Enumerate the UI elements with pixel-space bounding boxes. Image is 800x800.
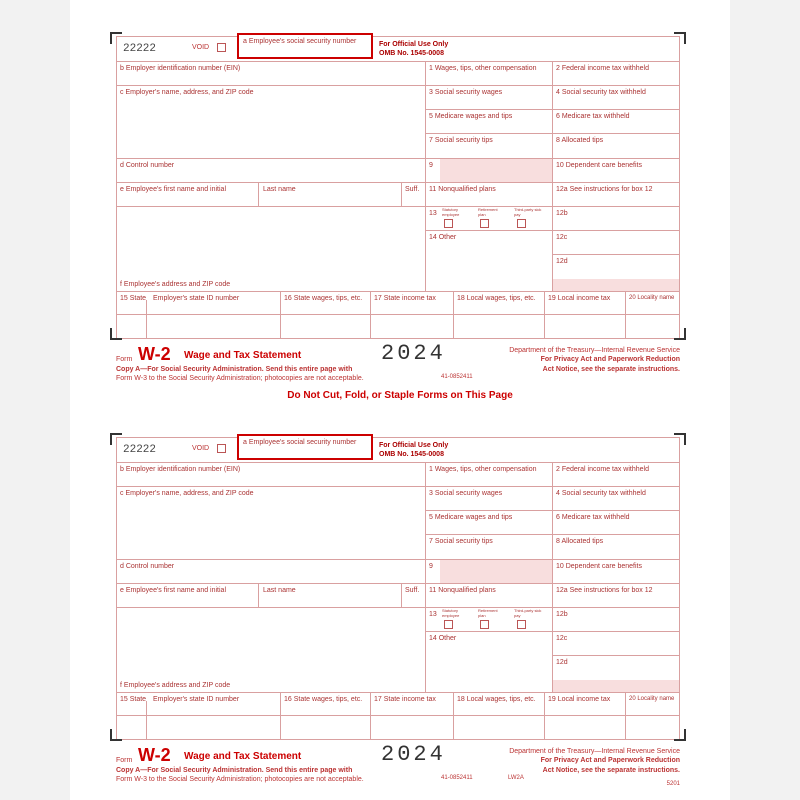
box-c-employer[interactable]: c Employer's name, address, and ZIP code <box>116 486 426 560</box>
box-b-ein[interactable]: b Employer identification number (EIN) <box>116 61 426 86</box>
registration-mark <box>674 729 686 741</box>
box-e-f-employee[interactable]: e Employee's first name and initial Last name Suff. f Employee's address and ZIP code <box>116 182 426 292</box>
box-17[interactable]: 17 State income tax <box>370 291 454 339</box>
ssn-field[interactable] <box>237 434 373 460</box>
ssn-field[interactable] <box>237 33 373 59</box>
registration-mark <box>674 433 686 445</box>
box-8[interactable]: 8 Allocated tips <box>552 534 680 560</box>
box-14[interactable]: 14 Other <box>425 631 553 693</box>
box-1[interactable]: 1 Wages, tips, other compensation <box>425 462 553 487</box>
box-12c[interactable]: 12c <box>552 230 680 255</box>
box-13: 13 Statutory employee Retirement plan Third-party sick pay <box>425 607 553 632</box>
box-14[interactable]: 14 Other <box>425 230 553 292</box>
box-7[interactable]: 7 Social security tips <box>425 133 553 159</box>
registration-mark <box>110 729 122 741</box>
retirement-plan-checkbox[interactable] <box>480 620 489 629</box>
ssn-label: a Employee's social security number <box>243 38 357 45</box>
omb-notice: For Official Use Only OMB No. 1545-0008 <box>379 442 449 459</box>
w2-title: W-2 <box>138 745 171 765</box>
box-18[interactable]: 18 Local wages, tips, etc. <box>453 291 545 339</box>
catalog-number: 41-0852411 <box>441 374 473 380</box>
box-16[interactable]: 16 State wages, tips, etc. <box>280 692 371 740</box>
registration-mark <box>674 32 686 44</box>
void-checkbox[interactable] <box>217 43 226 52</box>
box-12c[interactable]: 12c <box>552 631 680 656</box>
box-8[interactable]: 8 Allocated tips <box>552 133 680 159</box>
void-label: VOID <box>192 44 210 51</box>
box-2[interactable]: 2 Federal income tax withheld <box>552 462 680 487</box>
w2-form-upper <box>116 36 680 336</box>
box-9: 9 <box>425 559 553 584</box>
tax-year: 2024 <box>381 341 446 366</box>
box-4[interactable]: 4 Social security tax withheld <box>552 85 680 110</box>
catalog-number: 41-0852411 <box>441 775 473 781</box>
top-row <box>116 437 680 463</box>
box-16[interactable]: 16 State wages, tips, etc. <box>280 291 371 339</box>
box-12b[interactable]: 12b <box>552 206 680 231</box>
box-10[interactable]: 10 Dependent care benefits <box>552 559 680 584</box>
box-d-control[interactable]: d Control number <box>116 158 426 183</box>
statutory-employee-checkbox[interactable] <box>444 620 453 629</box>
box-15-state[interactable]: 15 State Employer's state ID number <box>116 291 281 339</box>
divider <box>116 314 680 315</box>
void-checkbox[interactable] <box>217 444 226 453</box>
box-c-employer[interactable]: c Employer's name, address, and ZIP code <box>116 85 426 159</box>
box-6[interactable]: 6 Medicare tax withheld <box>552 109 680 134</box>
registration-mark <box>110 433 122 445</box>
box-2[interactable]: 2 Federal income tax withheld <box>552 61 680 86</box>
third-party-sick-pay-checkbox[interactable] <box>517 620 526 629</box>
third-party-sick-pay-checkbox[interactable] <box>517 219 526 228</box>
form-word: Form <box>116 757 133 764</box>
box-13: 13 Statutory employee Retirement plan Third-party sick pay <box>425 206 553 231</box>
box-12a[interactable]: 12a See instructions for box 12 <box>552 583 680 608</box>
divider <box>258 182 259 207</box>
box-3[interactable]: 3 Social security wages <box>425 85 553 110</box>
omb-notice: For Official Use Only OMB No. 1545-0008 <box>379 41 449 58</box>
w2-form-lower <box>116 437 680 737</box>
box-12b[interactable]: 12b <box>552 607 680 632</box>
box-3[interactable]: 3 Social security wages <box>425 486 553 511</box>
box-7[interactable]: 7 Social security tips <box>425 534 553 560</box>
void-label: VOID <box>192 445 210 452</box>
box-1[interactable]: 1 Wages, tips, other compensation <box>425 61 553 86</box>
registration-mark <box>110 32 122 44</box>
registration-mark <box>674 328 686 340</box>
divider <box>116 607 426 608</box>
box-11[interactable]: 11 Nonqualified plans <box>425 583 553 608</box>
copy-a-notice: Copy A—For Social Security Administration. Send this entire page with Form W-3 to the Social Security Administration; photocopies are not acceptable. <box>116 767 364 784</box>
box-5[interactable]: 5 Medicare wages and tips <box>425 510 553 535</box>
box-d-control[interactable]: d Control number <box>116 559 426 584</box>
registration-mark <box>110 328 122 340</box>
box-20[interactable]: 20 Locality name <box>625 291 680 339</box>
box-5[interactable]: 5 Medicare wages and tips <box>425 109 553 134</box>
box-17[interactable]: 17 State income tax <box>370 692 454 740</box>
control-code: 22222 <box>123 444 157 456</box>
dept-notice: Department of the Treasury—Internal Revenue Service For Privacy Act and Paperwork Reduction Act Notice, see the separate instructions. <box>509 748 680 774</box>
box-12a[interactable]: 12a See instructions for box 12 <box>552 182 680 207</box>
w2-title: W-2 <box>138 344 171 364</box>
form-word: Form <box>116 356 133 363</box>
retirement-plan-checkbox[interactable] <box>480 219 489 228</box>
divider <box>258 583 259 608</box>
box-18[interactable]: 18 Local wages, tips, etc. <box>453 692 545 740</box>
top-row <box>116 36 680 62</box>
box-11[interactable]: 11 Nonqualified plans <box>425 182 553 207</box>
box-4[interactable]: 4 Social security tax withheld <box>552 486 680 511</box>
box-b-ein[interactable]: b Employer identification number (EIN) <box>116 462 426 487</box>
copy-a-notice: Copy A—For Social Security Administration. Send this entire page with Form W-3 to the Social Security Administration; photocopies are not acceptable. <box>116 366 364 383</box>
divider <box>401 182 402 207</box>
handling-notice: Do Not Cut, Fold, or Staple Forms on This Page <box>287 390 513 401</box>
box-e-f-employee[interactable]: e Employee's first name and initial Last name Suff. f Employee's address and ZIP code <box>116 583 426 693</box>
divider <box>146 701 147 740</box>
divider <box>116 206 426 207</box>
statutory-employee-checkbox[interactable] <box>444 219 453 228</box>
box-20[interactable]: 20 Locality name <box>625 692 680 740</box>
box-19[interactable]: 19 Local income tax <box>544 692 626 740</box>
divider <box>116 715 680 716</box>
box-10[interactable]: 10 Dependent care benefits <box>552 158 680 183</box>
box-15-state[interactable]: 15 State Employer's state ID number <box>116 692 281 740</box>
dept-notice: Department of the Treasury—Internal Revenue Service For Privacy Act and Paperwork Reduction Act Notice, see the separate instructions. <box>509 347 680 373</box>
divider <box>146 300 147 339</box>
page-number: 5201 <box>666 781 680 787</box>
ssn-label: a Employee's social security number <box>243 439 357 446</box>
wage-tax-title: Wage and Tax Statement <box>184 350 302 361</box>
box-6[interactable]: 6 Medicare tax withheld <box>552 510 680 535</box>
box-12d[interactable]: 12d <box>552 655 680 693</box>
box-9: 9 <box>425 158 553 183</box>
box-12d[interactable]: 12d <box>552 254 680 292</box>
box-19[interactable]: 19 Local income tax <box>544 291 626 339</box>
tax-year: 2024 <box>381 742 446 767</box>
product-code: LW2A <box>508 775 524 781</box>
divider <box>401 583 402 608</box>
control-code: 22222 <box>123 43 157 55</box>
wage-tax-title: Wage and Tax Statement <box>184 751 302 762</box>
